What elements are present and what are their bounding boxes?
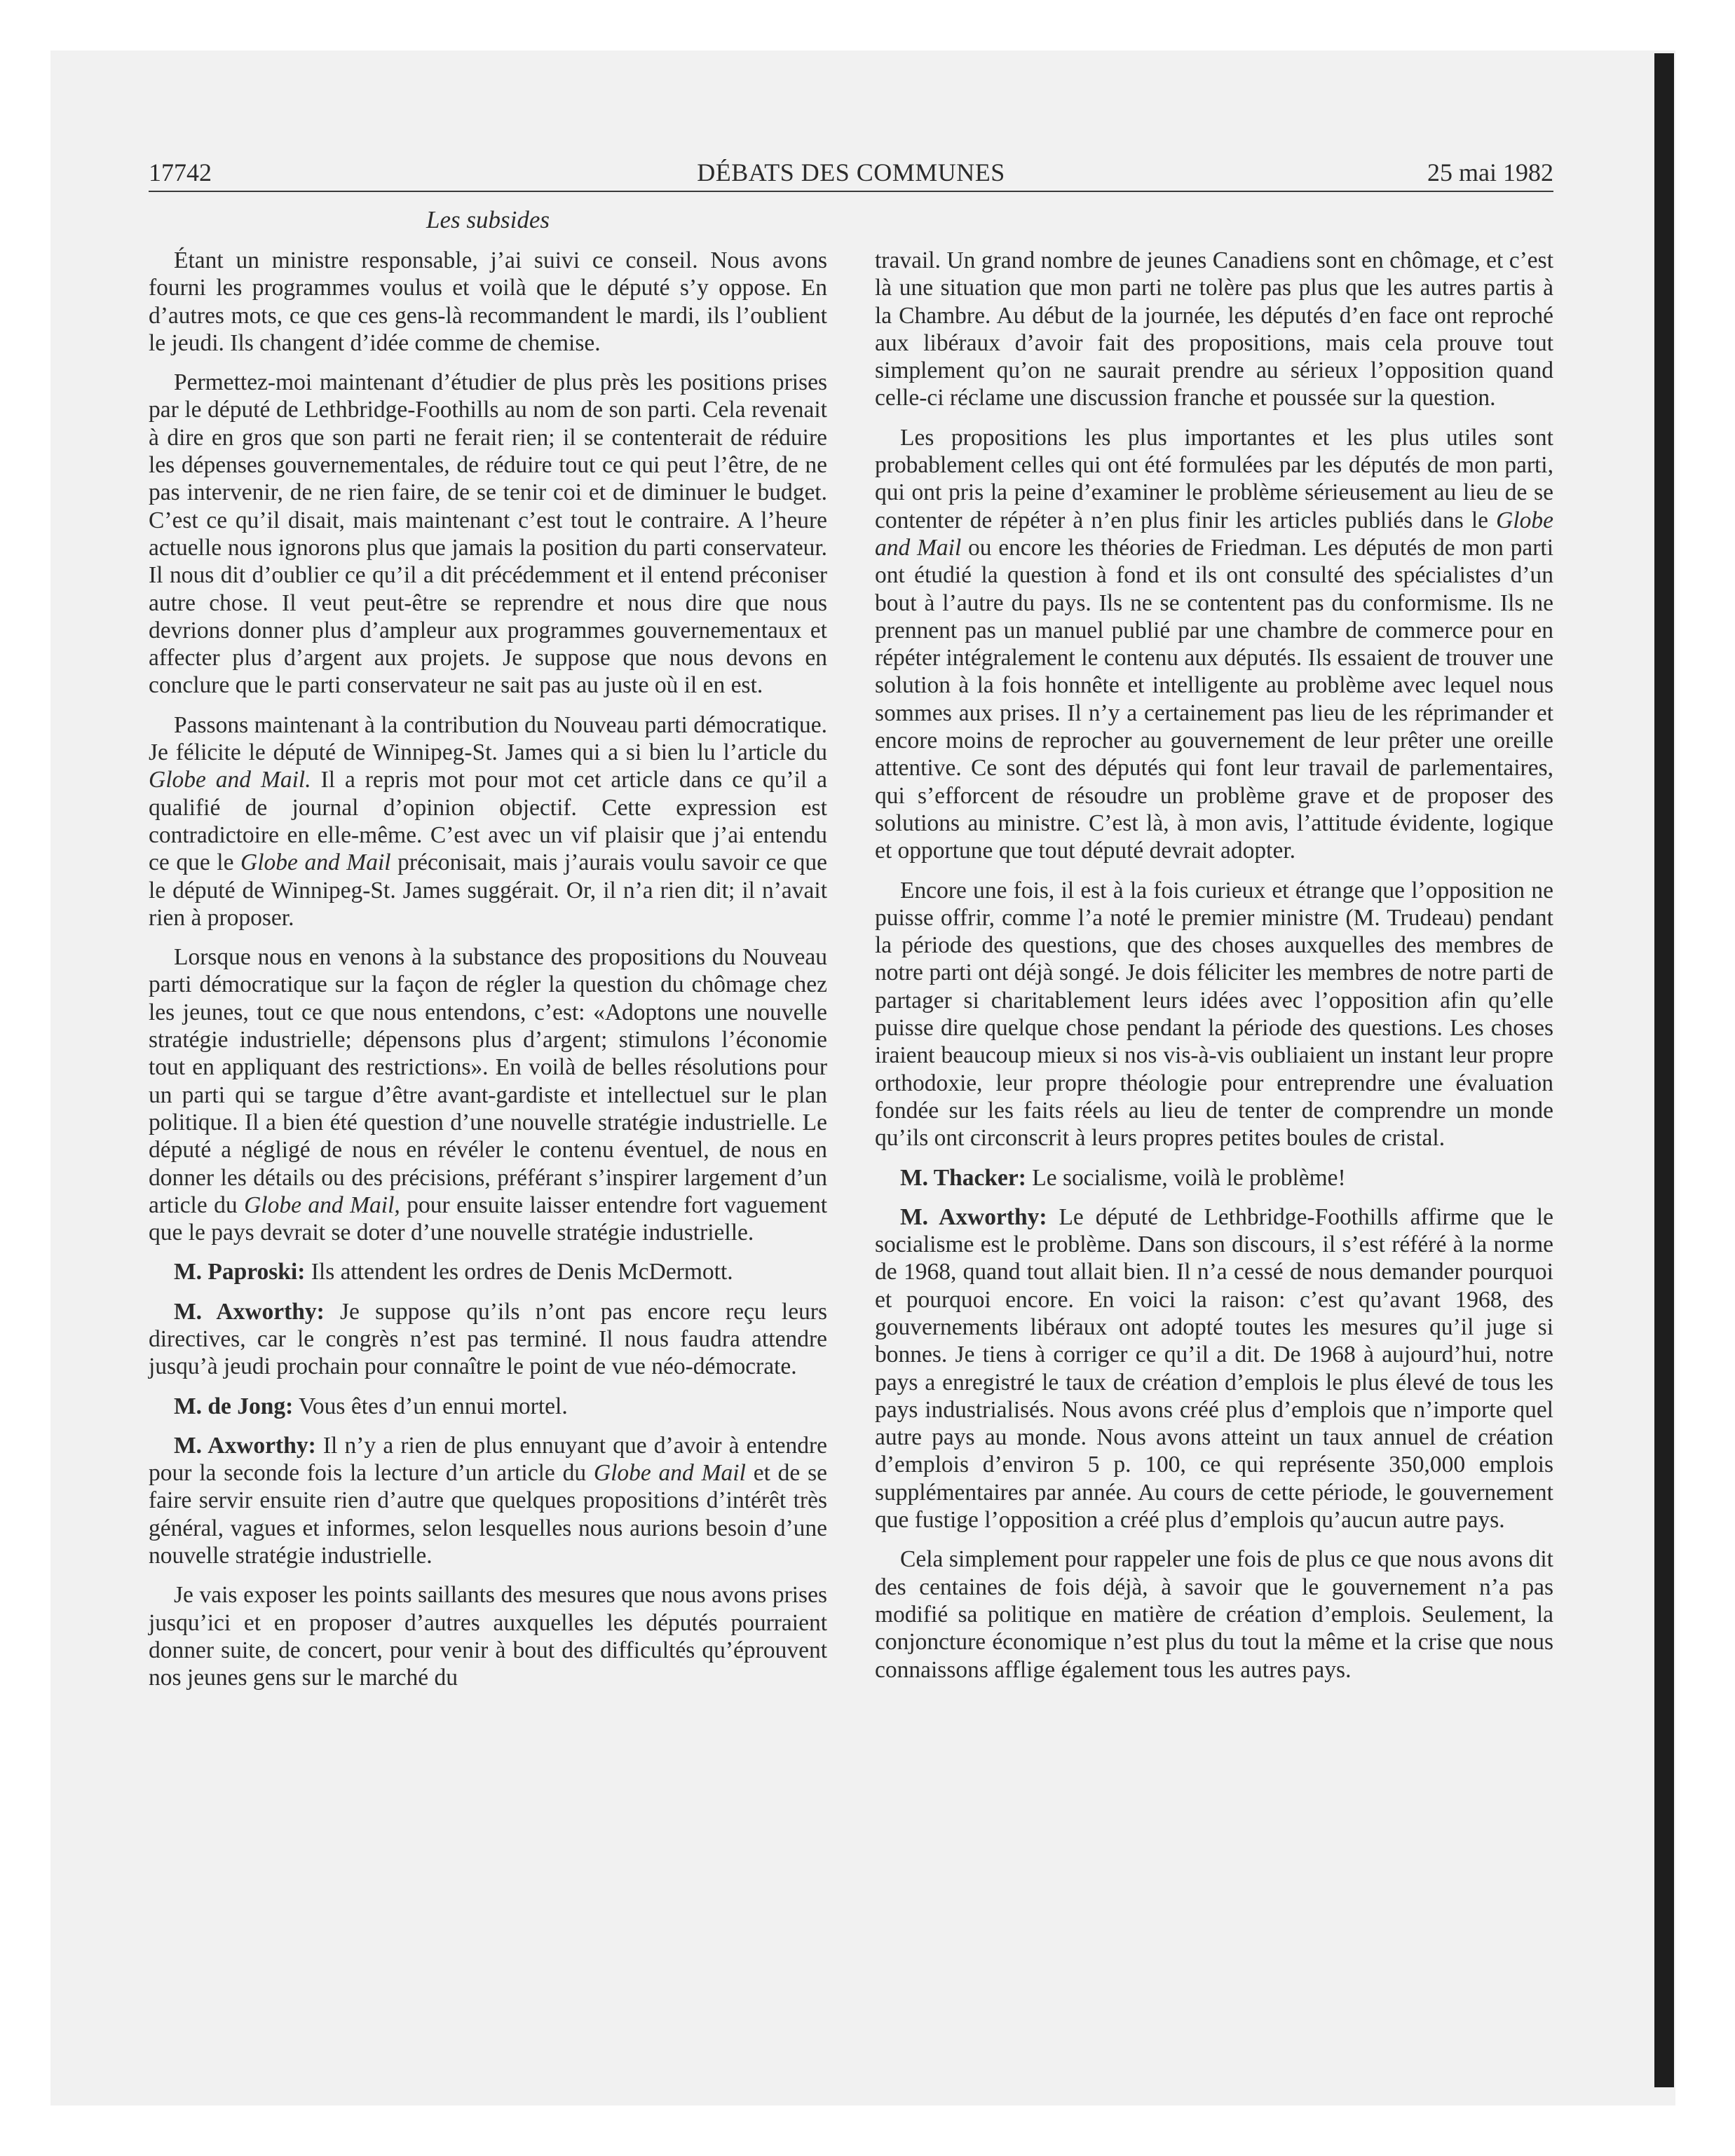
header-rule: [149, 191, 1553, 192]
speaker-name: M. de Jong:: [174, 1393, 294, 1419]
page-header: [149, 156, 1553, 189]
right-column: [875, 247, 1553, 1696]
header-date: 25 mai 1982: [1427, 158, 1553, 186]
publication-title: Globe and Mail: [875, 507, 1553, 561]
left-column: [149, 247, 827, 1704]
scan-edge-shadow: [1654, 53, 1674, 2087]
paragraph: Passons maintenant à la contribution du Nouveau parti démocratique. Je félicite le député de Winnipeg-St. James qui a si bien lu l’article du Globe and Mail. Il a repris mot pour mot cet article dans ce qu’il a qualifié de journal d’opinion objectif. Cette expression est contradictoire en elle-même. C’est avec un vif plaisir que j’ai entendu ce que le Globe and Mail préconisait, mais j’aurais voulu savoir ce que le député de Winnipeg-St. James suggérait. Or, il n’a rien dit; il n’avait rien à proposer.: [149, 711, 828, 931]
page-number: 17742: [149, 158, 212, 186]
speaker-intervention: M. Thacker: Le socialisme, voilà le problème!: [900, 1164, 1346, 1191]
speaker-intervention: M. Axworthy: Le député de Lethbridge-Foothills affirme que le socialisme est le problème. Dans son discours, il s’est référé à la norme de 1968, quand tout allait bien. Il n’a cessé de nous demander pourquoi et pourquoi encore. En voici la raison: c’est qu’avant 1968, des gouvernements libéraux ont adopté toutes les mesures qu’il juge si bonnes. Je tiens à corriger ce qu’il a dit. De 1968 à aujourd’hui, notre pays a enregistré le taux de création d’emplois le plus élevé de tous les pays industrialisés. Nous avons créé plus d’emplois que n’importe quel autre pays au monde. Nous avons atteint un taux annuel de création d’emplois d’environ 5 p. 100, ce qui représente 350,000 emplois supplémentaires par année. Au cours de cette période, le gouvernement que fustige l’opposition a créé plus d’emplois qu’aucun autre pays.: [875, 1203, 1553, 1534]
speaker-name: M. Axworthy:: [174, 1298, 325, 1325]
paragraph: Permettez-moi maintenant d’étudier de plus près les positions prises par le député de Lethbridge-Foothills au nom de son parti. Cela revenait à dire en gros que son parti ne ferait rien; il se contenterait de réduire les dépenses gouvernementales, de réduire tout ce qui peut l’être, de ne pas intervenir, de ne rien faire, de se tenir coi et de diminuer le budget. C’est ce qu’il disait, mais maintenant c’est tout le contraire. A l’heure actuelle nous ignorons plus que jamais la position du parti conservateur. Il nous dit d’oublier ce qu’il a dit précédemment et il entend préconiser autre chose. Il veut peut-être se reprendre et nous dire que nous devrions donner plus d’ampleur aux programmes gouvernementaux et affecter plus d’argent aux projets. Je suppose que nous devons en conclure que le parti conservateur ne sait pas au juste où il en est.: [149, 369, 827, 699]
paragraph: Lorsque nous en venons à la substance des propositions du Nouveau parti démocratique sur la façon de régler la question du chômage chez les jeunes, tout ce que nous entendons, c’est: «Adoptons une nouvelle stratégie industrielle; dépensons plus d’argent; stimulons l’économie tout en appliquant des restrictions». En voilà de belles résolutions pour un parti qui se targue d’être avant-gardiste et intellectuel sur le plan politique. Il a bien été question d’une nouvelle stratégie industrielle. Le député a négligé de nous en révéler le contenu éventuel, de nous en donner les détails ou des précisions, préférant s’inspirer largement d’un article du Globe and Mail, pour ensuite laisser entendre fort vaguement que le pays devrait se doter d’une nouvelle stratégie industrielle.: [149, 944, 828, 1246]
section-heading: Les subsides: [426, 206, 550, 233]
publication-title: Globe and Mail,: [244, 1192, 400, 1218]
speaker-intervention: M. Axworthy: Il n’y a rien de plus ennuyant que d’avoir à entendre pour la seconde fois la lecture d’un article du Globe and Mail et de se faire servir ensuite rien d’autre que quelques propositions d’intérêt très général, vagues et informes, selon lesquelles nous aurions besoin d’une nouvelle stratégie industrielle.: [149, 1432, 828, 1569]
speaker-intervention: M. Axworthy: Je suppose qu’ils n’ont pas encore reçu leurs directives, car le congrès n’est pas terminé. Il nous faudra attendre jusqu’à jeudi prochain pour connaître le point de vue néo-démocrate.: [149, 1298, 828, 1380]
paragraph-continued: travail. Un grand nombre de jeunes Canadiens sont en chômage, et c’est là une situation que mon parti ne tolère pas plus que les autres partis à la Chambre. Au début de la journée, les députés d’en face ont reproché aux libéraux d’avoir fait des propositions, mais cela prouve tout simplement qu’on ne saurait prendre au sérieux l’opposition quand celle-ci réclame une discussion franche et poussée sur la question.: [875, 247, 1553, 411]
publication-title: Globe and Mail.: [149, 767, 311, 793]
running-title: DÉBATS DES COMMUNES: [697, 158, 1005, 186]
paragraph: Encore une fois, il est à la fois curieux et étrange que l’opposition ne puisse offrir, comme l’a noté le premier ministre (M. Trudeau) pendant la période des questions, que des choses auxquelles des membres de notre parti ont déjà songé. Je dois féliciter les membres de notre parti de partager si charitablement leurs idées avec l’opposition afin qu’elle puisse dire quelque chose pendant la période des questions. Les choses iraient beaucoup mieux si nos vis-à-vis oubliaient un instant leur propre orthodoxie, leur propre théologie pour entreprendre une évaluation fondée sur les faits réels au lieu de tenter de comprendre un monde qu’ils ont circonscrit à leurs propres petites boules de cristal.: [875, 877, 1553, 1152]
paragraph: Cela simplement pour rappeler une fois de plus ce que nous avons dit des centaines de fois déjà, à savoir que le gouvernement n’a pas modifié sa politique en matière de création d’emplois. Seulement, la conjoncture économique n’est plus du tout la même et la crise que nous connaissons afflige également tous les autres pays.: [875, 1546, 1553, 1683]
speaker-name: M. Thacker:: [900, 1164, 1026, 1191]
paragraph: Je vais exposer les points saillants des mesures que nous avons prises jusqu’ici et en proposer d’autres auxquelles les députés pourraient donner suite, de concert, pour venir à bout des difficultés qu’éprouvent nos jeunes gens sur le marché du: [149, 1582, 827, 1691]
speaker-intervention: M. Paproski: Ils attendent les ordres de Denis McDermott.: [174, 1259, 733, 1285]
paragraph: Étant un ministre responsable, j’ai suivi ce conseil. Nous avons fourni les programmes voulus et voilà que le député s’y oppose. En d’autres mots, ce que ces gens-là recommandent le mardi, ils l’oublient le jeudi. Ils changent d’idée comme de chemise.: [149, 247, 827, 356]
speaker-name: M. Axworthy:: [900, 1203, 1047, 1230]
speaker-intervention: M. de Jong: Vous êtes d’un ennui mortel.: [174, 1393, 568, 1419]
speaker-name: M. Paproski:: [174, 1259, 306, 1285]
publication-title: Globe and Mail: [240, 850, 391, 876]
publication-title: Globe and Mail: [593, 1460, 746, 1487]
paragraph: Les propositions les plus importantes et les plus utiles sont probablement celles qui ont été formulées par les députés de mon parti, qui ont pris la peine d’examiner le problème sérieusement au lieu de se contenter de répéter à n’en plus finir les articles publiés dans le Globe and Mail ou encore les théories de Friedman. Les députés de mon parti ont étudié la question à fond et ils ont consulté des spécialistes d’un bout à l’autre du pays. Ils ne se contentent pas du conformisme. Ils ne prennent pas un manuel publié par une chambre de commerce pour en répéter intégralement le contenu aux députés. Ils essaient de trouver une solution à la fois honnête et intelligente au problème avec lequel nous sommes aux prises. Il n’y a certainement pas lieu de les réprimander et encore moins de reprocher au gouvernement de leur prêter une oreille attentive. Ce sont des députés qui font leur travail de parlementaires, qui s’efforcent de résoudre un problème grave et de proposer des solutions au ministre. C’est là, à mon avis, l’attitude évidente, logique et opportune que tout député devrait adopter.: [875, 424, 1554, 864]
speaker-name: M. Axworthy:: [174, 1432, 316, 1459]
